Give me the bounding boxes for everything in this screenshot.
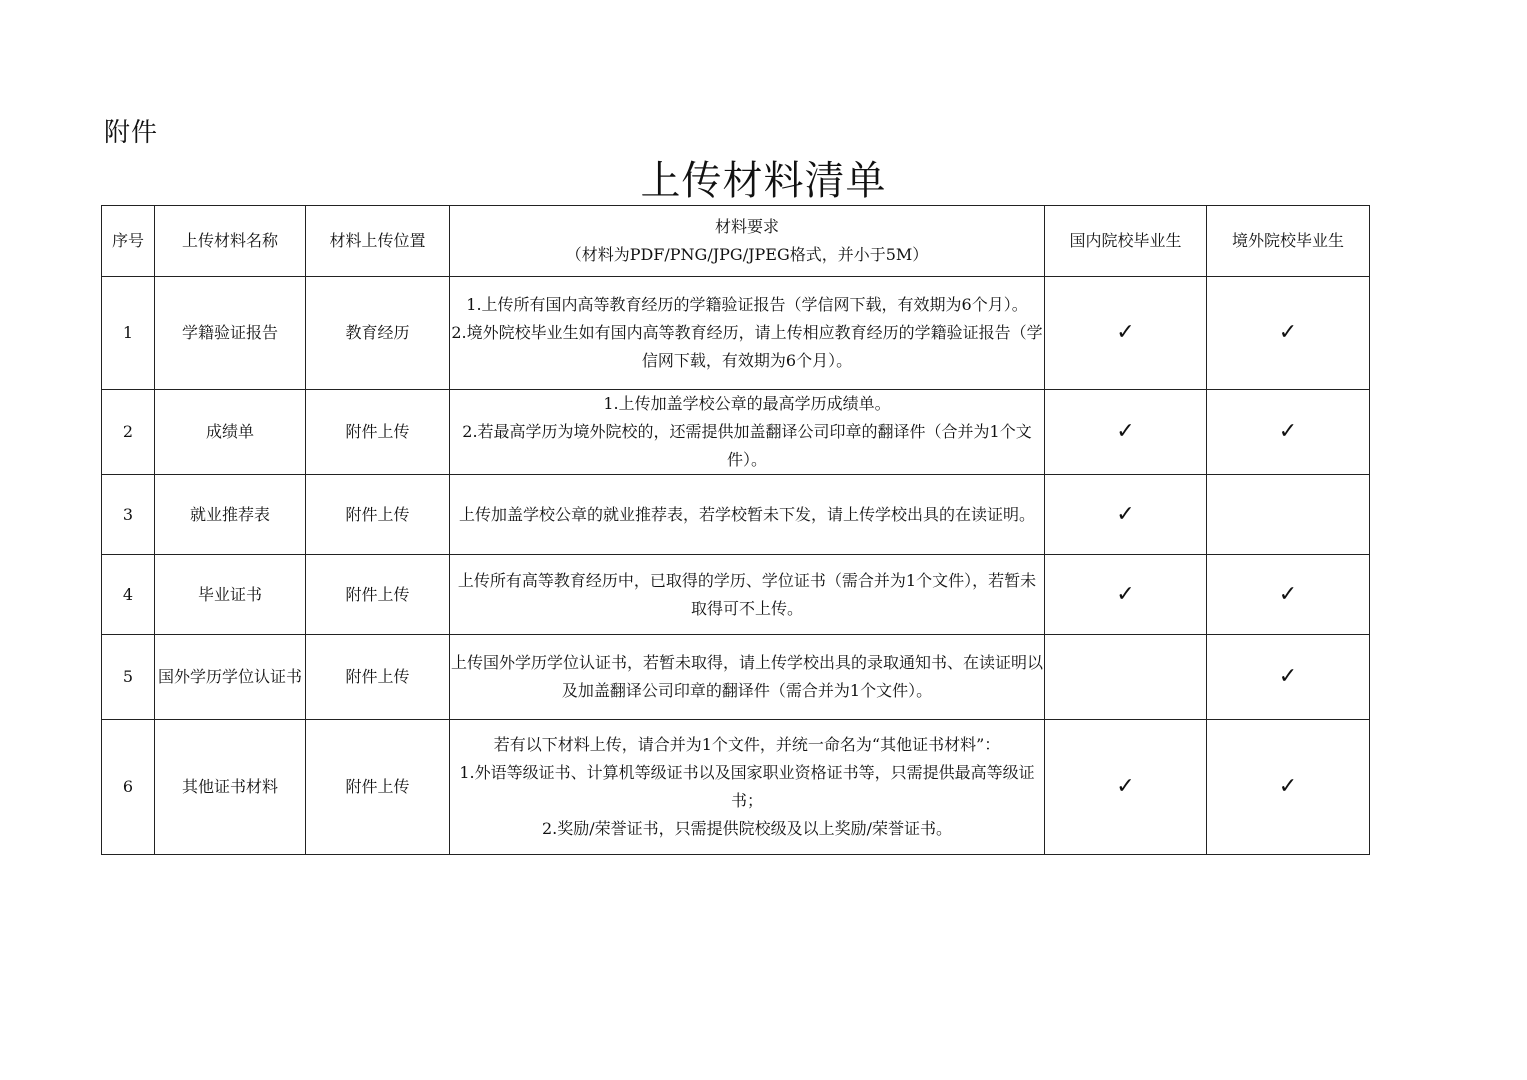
overseas-check-icon: ✓ [1207, 555, 1370, 635]
row-upload-location: 附件上传 [306, 475, 450, 555]
overseas-check-icon: ✓ [1207, 720, 1370, 855]
header-requirement-title: 材料要求 [714, 217, 779, 236]
requirement-line: 1.上传加盖学校公章的最高学历成绩单。 [603, 394, 891, 413]
table-row [102, 555, 1370, 635]
table-row [102, 277, 1370, 390]
row-requirement [450, 390, 1045, 475]
row-requirement [450, 635, 1045, 720]
row-seq: 4 [102, 555, 155, 635]
overseas-check-icon: ✓ [1207, 635, 1370, 720]
overseas-check-icon: ✓ [1207, 390, 1370, 475]
domestic-check-icon [1045, 635, 1207, 720]
row-seq: 5 [102, 635, 155, 720]
row-requirement [450, 277, 1045, 390]
row-material-name: 成绩单 [155, 390, 306, 475]
materials-table [101, 205, 1370, 855]
row-requirement [450, 720, 1045, 855]
domestic-check-icon: ✓ [1045, 390, 1207, 475]
row-seq: 3 [102, 475, 155, 555]
row-upload-location: 附件上传 [306, 390, 450, 475]
requirement-line: 2.若最高学历为境外院校的，还需提供加盖翻译公司印章的翻译件（合并为1个文件）。 [462, 422, 1032, 469]
row-material-name: 毕业证书 [155, 555, 306, 635]
table-header-row [102, 206, 1370, 277]
row-material-name: 国外学历学位认证书 [155, 635, 306, 720]
row-seq: 2 [102, 390, 155, 475]
row-seq: 6 [102, 720, 155, 855]
page-title: 上传材料清单 [640, 158, 887, 204]
row-upload-location: 附件上传 [306, 555, 450, 635]
header-location: 材料上传位置 [306, 206, 450, 277]
overseas-check-icon [1207, 475, 1370, 555]
domestic-check-icon: ✓ [1045, 555, 1207, 635]
domestic-check-icon: ✓ [1045, 720, 1207, 855]
row-upload-location: 教育经历 [306, 277, 450, 390]
requirement-line: 若有以下材料上传，请合并为1个文件，并统一命名为“其他证书材料”： [493, 735, 1001, 754]
domestic-check-icon: ✓ [1045, 277, 1207, 390]
row-seq: 1 [102, 277, 155, 390]
overseas-check-icon: ✓ [1207, 277, 1370, 390]
row-material-name: 就业推荐表 [155, 475, 306, 555]
row-requirement [450, 475, 1045, 555]
row-upload-location: 附件上传 [306, 720, 450, 855]
requirement-line: 1.外语等级证书、计算机等级证书以及国家职业资格证书等，只需提供最高等级证书； [459, 763, 1035, 810]
requirement-line: 上传所有高等教育经历中，已取得的学历、学位证书（需合并为1个文件），若暂未取得可不上传。 [457, 570, 1037, 618]
header-overseas: 境外院校毕业生 [1207, 206, 1370, 277]
table-row [102, 390, 1370, 475]
row-requirement [450, 555, 1045, 635]
table-row [102, 475, 1370, 555]
requirement-line: 上传加盖学校公章的就业推荐表，若学校暂未下发，请上传学校出具的在读证明。 [458, 504, 1035, 524]
domestic-check-icon: ✓ [1045, 475, 1207, 555]
header-requirement [450, 206, 1045, 277]
table-row [102, 720, 1370, 855]
header-seq: 序号 [102, 206, 155, 277]
row-upload-location: 附件上传 [306, 635, 450, 720]
requirement-line: 1.上传所有国内高等教育经历的学籍验证报告（学信网下载，有效期为6个月）。 [466, 295, 1028, 314]
attachment-label: 附件 [104, 118, 159, 148]
requirement-line: 2.奖励/荣誉证书，只需提供院校级及以上奖励/荣誉证书。 [541, 819, 953, 838]
row-material-name: 学籍验证报告 [155, 277, 306, 390]
row-material-name: 其他证书材料 [155, 720, 306, 855]
requirement-line: 2.境外院校毕业生如有国内高等教育经历，请上传相应教育经历的学籍验证报告（学信网下载，有效期为6个月）。 [451, 323, 1043, 370]
requirement-line: 上传国外学历学位认证书，若暂未取得，请上传学校出具的录取通知书、在读证明以及加盖翻译公司印章的翻译件（需合并为1个文件）。 [450, 653, 1043, 700]
header-requirement-note: （材料为PDF/PNG/JPG/JPEG格式，并小于5M） [565, 245, 929, 264]
table-row [102, 635, 1370, 720]
header-name: 上传材料名称 [155, 206, 306, 277]
header-domestic: 国内院校毕业生 [1045, 206, 1207, 277]
